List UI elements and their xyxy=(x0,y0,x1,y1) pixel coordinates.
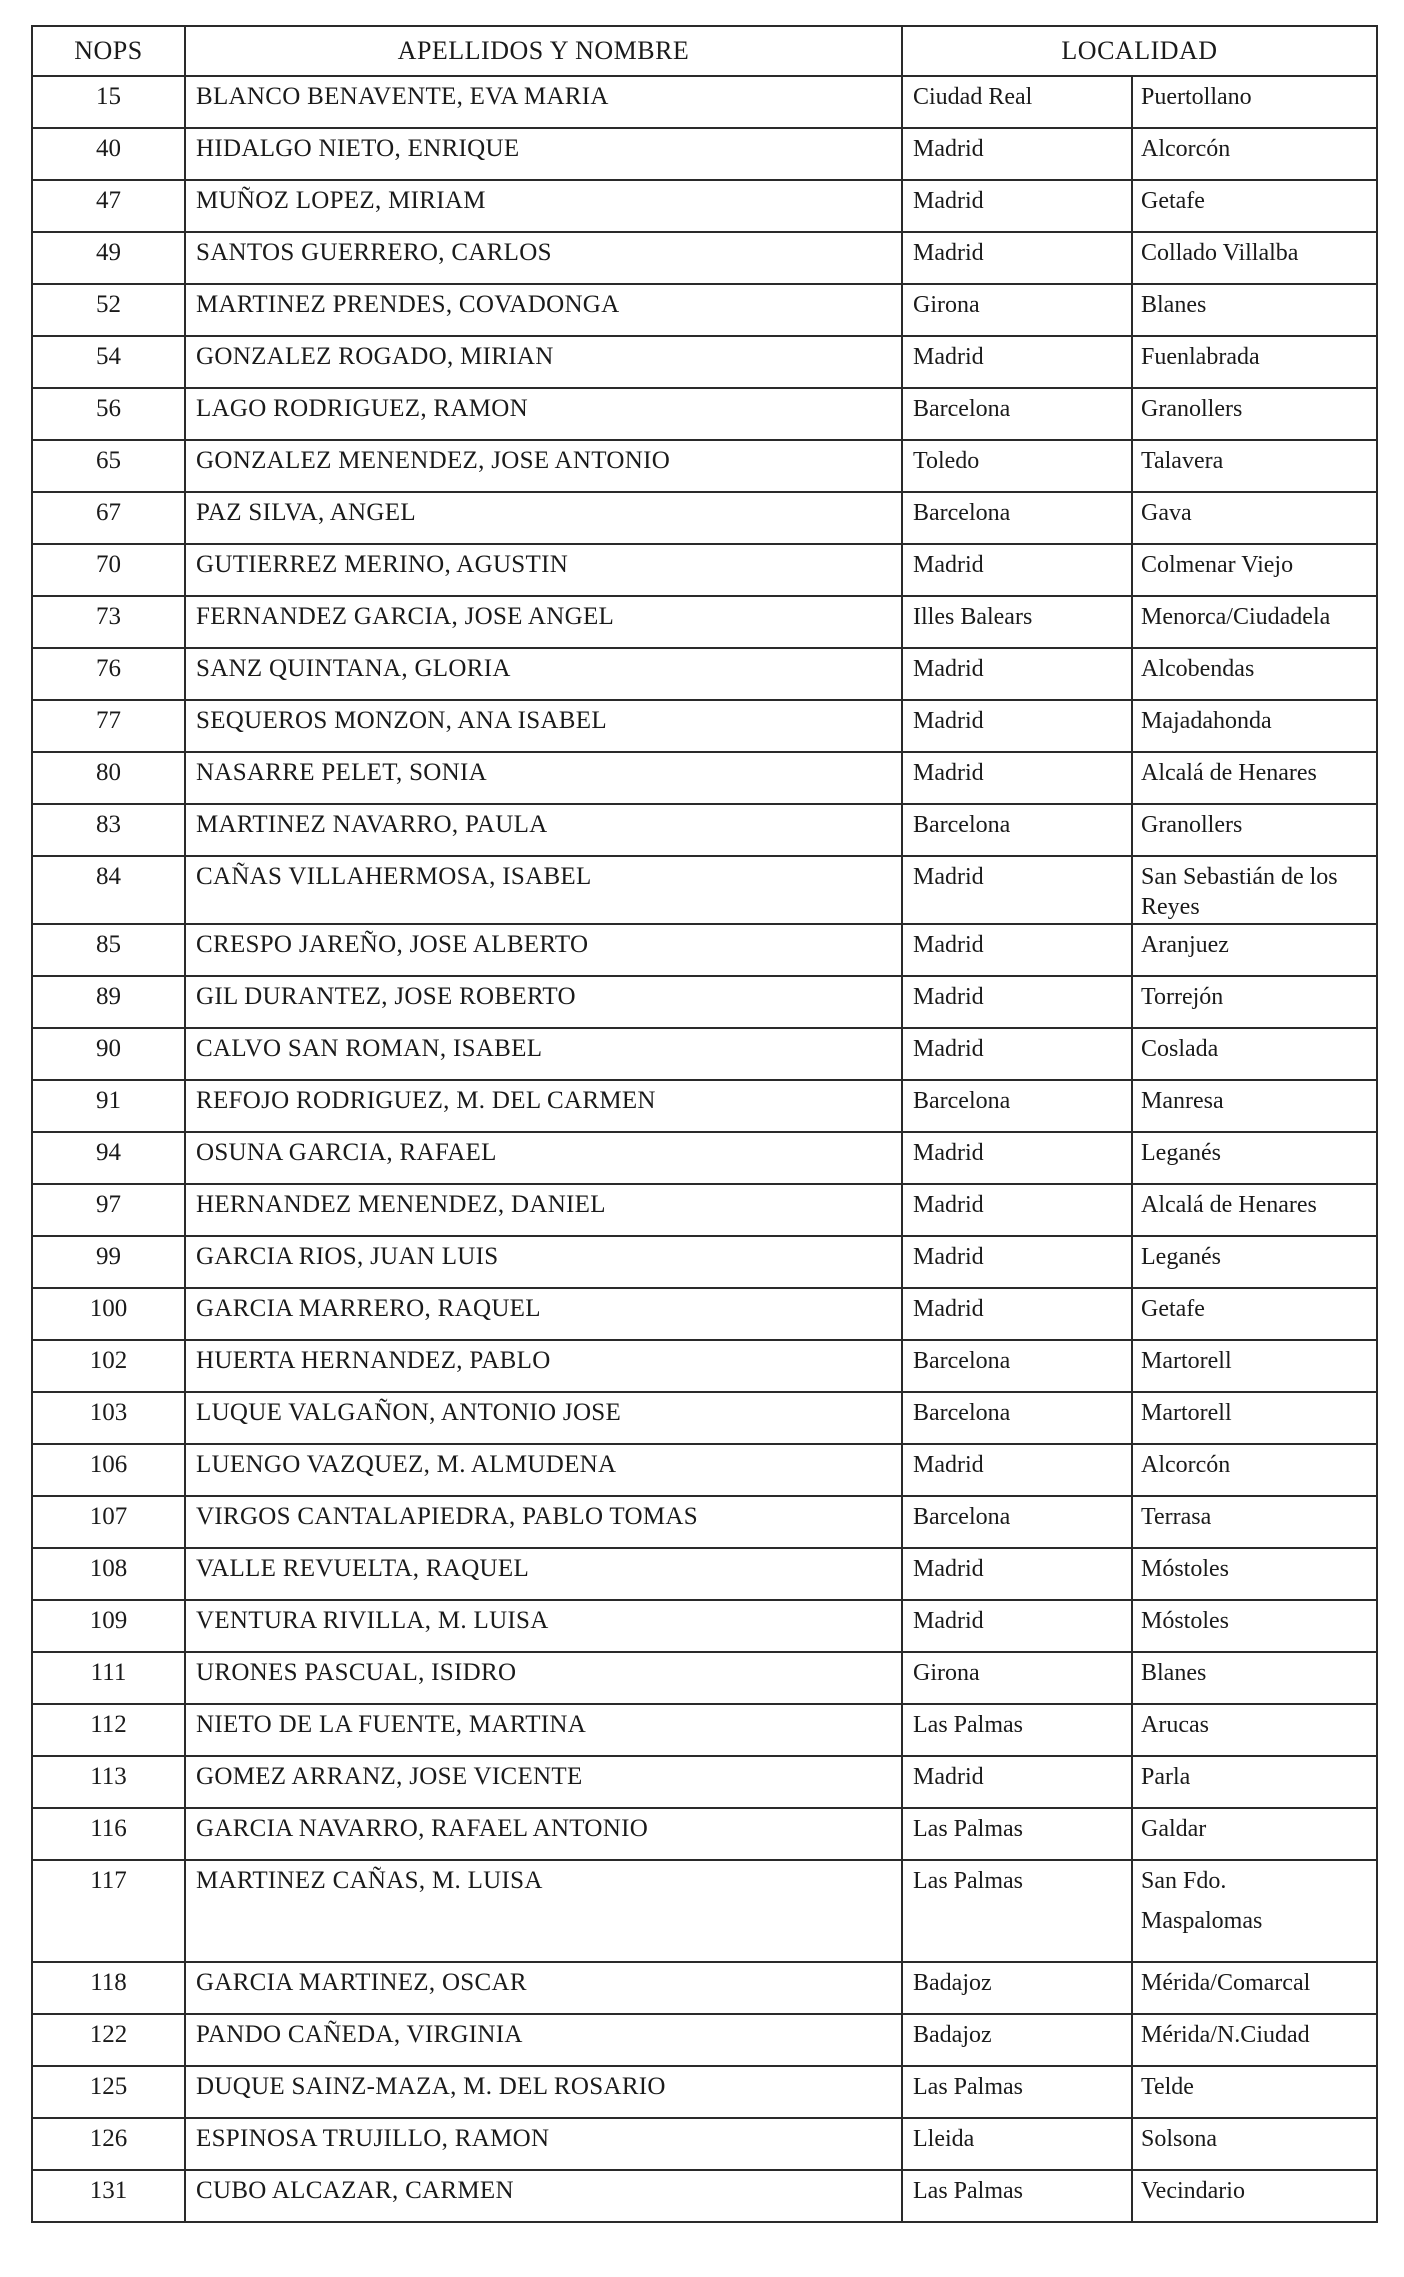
province-cell: Girona xyxy=(902,284,1132,336)
city-line: Solsona xyxy=(1141,2126,1218,2152)
name-cell: OSUNA GARCIA, RAFAEL xyxy=(185,1132,902,1184)
province-cell: Madrid xyxy=(902,544,1132,596)
table-row xyxy=(32,1444,1377,1496)
city-cell xyxy=(1132,1860,1377,1962)
table-row xyxy=(32,284,1377,336)
city-cell xyxy=(1132,388,1377,440)
name-cell: GOMEZ ARRANZ, JOSE VICENTE xyxy=(185,1756,902,1808)
province-cell: Madrid xyxy=(902,1288,1132,1340)
table-row xyxy=(32,648,1377,700)
city-line: Alcalá de Henares xyxy=(1141,760,1317,786)
name-cell: HERNANDEZ MENENDEZ, DANIEL xyxy=(185,1184,902,1236)
province-cell: Girona xyxy=(902,1652,1132,1704)
nops-cell: 103 xyxy=(32,1392,185,1444)
province-cell: Las Palmas xyxy=(902,1808,1132,1860)
city-cell xyxy=(1132,180,1377,232)
nops-cell: 76 xyxy=(32,648,185,700)
name-cell: SANZ QUINTANA, GLORIA xyxy=(185,648,902,700)
table-row xyxy=(32,1184,1377,1236)
name-cell: NASARRE PELET, SONIA xyxy=(185,752,902,804)
city-cell xyxy=(1132,1496,1377,1548)
name-cell: PANDO CAÑEDA, VIRGINIA xyxy=(185,2014,902,2066)
name-cell: HIDALGO NIETO, ENRIQUE xyxy=(185,128,902,180)
city-line: Mérida/Comarcal xyxy=(1141,1970,1311,1996)
name-cell: SEQUEROS MONZON, ANA ISABEL xyxy=(185,700,902,752)
city-cell xyxy=(1132,1808,1377,1860)
nops-cell: 91 xyxy=(32,1080,185,1132)
city-line: Vecindario xyxy=(1141,2178,1245,2204)
nops-cell: 118 xyxy=(32,1962,185,2014)
table-row xyxy=(32,700,1377,752)
city-cell xyxy=(1132,1652,1377,1704)
province-cell: Madrid xyxy=(902,128,1132,180)
city-cell xyxy=(1132,648,1377,700)
city-line: Majadahonda xyxy=(1141,708,1272,734)
table-row xyxy=(32,856,1377,924)
province-cell: Illes Balears xyxy=(902,596,1132,648)
city-cell xyxy=(1132,1028,1377,1080)
table-row xyxy=(32,1600,1377,1652)
city-line: Puertollano xyxy=(1141,84,1252,110)
city-line-continued: Maspalomas xyxy=(1141,1908,1263,1934)
city-line: Talavera xyxy=(1141,448,1224,474)
province-cell: Ciudad Real xyxy=(902,76,1132,128)
city-line: Aranjuez xyxy=(1141,932,1229,958)
city-cell xyxy=(1132,976,1377,1028)
city-cell xyxy=(1132,804,1377,856)
nops-cell: 77 xyxy=(32,700,185,752)
table-body xyxy=(32,76,1377,2222)
nops-cell: 67 xyxy=(32,492,185,544)
nops-cell: 70 xyxy=(32,544,185,596)
table-row xyxy=(32,128,1377,180)
city-line: Colmenar Viejo xyxy=(1141,552,1294,578)
city-line: Alcobendas xyxy=(1141,656,1255,682)
province-cell: Madrid xyxy=(902,1236,1132,1288)
province-cell: Madrid xyxy=(902,752,1132,804)
nops-cell: 84 xyxy=(32,856,185,924)
province-cell: Barcelona xyxy=(902,1080,1132,1132)
city-cell xyxy=(1132,1600,1377,1652)
province-cell: Madrid xyxy=(902,1132,1132,1184)
city-cell xyxy=(1132,1548,1377,1600)
name-cell: VALLE REVUELTA, RAQUEL xyxy=(185,1548,902,1600)
province-cell: Toledo xyxy=(902,440,1132,492)
table-row xyxy=(32,1132,1377,1184)
city-line: Menorca/Ciudadela xyxy=(1141,604,1331,630)
name-cell: FERNANDEZ GARCIA, JOSE ANGEL xyxy=(185,596,902,648)
province-cell: Madrid xyxy=(902,1444,1132,1496)
city-line-continued: Reyes xyxy=(1141,894,1200,920)
city-cell xyxy=(1132,1288,1377,1340)
city-cell xyxy=(1132,1132,1377,1184)
city-line: Galdar xyxy=(1141,1816,1207,1842)
name-cell: SANTOS GUERRERO, CARLOS xyxy=(185,232,902,284)
city-line: San Fdo. xyxy=(1141,1868,1227,1894)
nops-cell: 131 xyxy=(32,2170,185,2222)
province-cell: Barcelona xyxy=(902,1496,1132,1548)
nops-cell: 108 xyxy=(32,1548,185,1600)
nops-cell: 49 xyxy=(32,232,185,284)
nops-cell: 83 xyxy=(32,804,185,856)
city-line: Parla xyxy=(1141,1764,1191,1790)
province-cell: Badajoz xyxy=(902,2014,1132,2066)
nops-cell: 15 xyxy=(32,76,185,128)
name-cell: CAÑAS VILLAHERMOSA, ISABEL xyxy=(185,856,902,924)
city-cell xyxy=(1132,128,1377,180)
table-row xyxy=(32,1548,1377,1600)
city-cell xyxy=(1132,1756,1377,1808)
name-cell: BLANCO BENAVENTE, EVA MARIA xyxy=(185,76,902,128)
nops-cell: 111 xyxy=(32,1652,185,1704)
city-cell xyxy=(1132,440,1377,492)
city-line: Leganés xyxy=(1141,1140,1221,1166)
nops-cell: 112 xyxy=(32,1704,185,1756)
table-row xyxy=(32,1340,1377,1392)
nops-cell: 126 xyxy=(32,2118,185,2170)
name-cell: NIETO DE LA FUENTE, MARTINA xyxy=(185,1704,902,1756)
province-cell: Madrid xyxy=(902,976,1132,1028)
name-cell: MUÑOZ LOPEZ, MIRIAM xyxy=(185,180,902,232)
nops-cell: 100 xyxy=(32,1288,185,1340)
table-row xyxy=(32,2014,1377,2066)
city-line: Manresa xyxy=(1141,1088,1224,1114)
nops-cell: 52 xyxy=(32,284,185,336)
header-nops: NOPS xyxy=(32,26,185,76)
table-row xyxy=(32,1288,1377,1340)
city-line: Getafe xyxy=(1141,188,1205,214)
name-cell: VENTURA RIVILLA, M. LUISA xyxy=(185,1600,902,1652)
nops-cell: 89 xyxy=(32,976,185,1028)
province-cell: Barcelona xyxy=(902,388,1132,440)
province-cell: Las Palmas xyxy=(902,1860,1132,1962)
city-line: Alcorcón xyxy=(1141,1452,1231,1478)
nops-cell: 125 xyxy=(32,2066,185,2118)
table-row xyxy=(32,2118,1377,2170)
city-cell xyxy=(1132,2066,1377,2118)
province-cell: Madrid xyxy=(902,180,1132,232)
name-cell: MARTINEZ CAÑAS, M. LUISA xyxy=(185,1860,902,1962)
city-line: San Sebastián de los xyxy=(1141,864,1338,890)
city-line: Martorell xyxy=(1141,1400,1232,1426)
nops-cell: 80 xyxy=(32,752,185,804)
table-row xyxy=(32,1236,1377,1288)
city-line: Mérida/N.Ciudad xyxy=(1141,2022,1310,2048)
name-cell: ESPINOSA TRUJILLO, RAMON xyxy=(185,2118,902,2170)
province-cell: Madrid xyxy=(902,1756,1132,1808)
nops-cell: 90 xyxy=(32,1028,185,1080)
city-cell xyxy=(1132,752,1377,804)
city-cell xyxy=(1132,1444,1377,1496)
nops-cell: 106 xyxy=(32,1444,185,1496)
table-row xyxy=(32,804,1377,856)
city-line: Collado Villalba xyxy=(1141,240,1299,266)
province-cell: Las Palmas xyxy=(902,2170,1132,2222)
table-row xyxy=(32,1080,1377,1132)
document-sheet xyxy=(31,25,1376,2223)
province-cell: Barcelona xyxy=(902,1392,1132,1444)
city-line: Alcorcón xyxy=(1141,136,1231,162)
header-name: APELLIDOS Y NOMBRE xyxy=(185,26,902,76)
nops-cell: 85 xyxy=(32,924,185,976)
name-cell: CRESPO JAREÑO, JOSE ALBERTO xyxy=(185,924,902,976)
province-cell: Lleida xyxy=(902,2118,1132,2170)
table-row xyxy=(32,1962,1377,2014)
table-row xyxy=(32,596,1377,648)
name-cell: GARCIA NAVARRO, RAFAEL ANTONIO xyxy=(185,1808,902,1860)
nops-cell: 122 xyxy=(32,2014,185,2066)
table-row xyxy=(32,180,1377,232)
table-row xyxy=(32,924,1377,976)
table-row xyxy=(32,1808,1377,1860)
city-line: Coslada xyxy=(1141,1036,1219,1062)
province-cell: Madrid xyxy=(902,1028,1132,1080)
name-cell: GARCIA RIOS, JUAN LUIS xyxy=(185,1236,902,1288)
name-cell: REFOJO RODRIGUEZ, M. DEL CARMEN xyxy=(185,1080,902,1132)
city-line: Getafe xyxy=(1141,1296,1205,1322)
city-cell xyxy=(1132,1184,1377,1236)
city-line: Leganés xyxy=(1141,1244,1221,1270)
table-row xyxy=(32,1704,1377,1756)
name-cell: URONES PASCUAL, ISIDRO xyxy=(185,1652,902,1704)
city-cell xyxy=(1132,2118,1377,2170)
name-cell: GONZALEZ ROGADO, MIRIAN xyxy=(185,336,902,388)
table-row xyxy=(32,752,1377,804)
city-cell xyxy=(1132,2014,1377,2066)
nops-cell: 116 xyxy=(32,1808,185,1860)
city-cell xyxy=(1132,1340,1377,1392)
province-cell: Madrid xyxy=(902,924,1132,976)
city-cell xyxy=(1132,1962,1377,2014)
name-cell: LUENGO VAZQUEZ, M. ALMUDENA xyxy=(185,1444,902,1496)
name-cell: GONZALEZ MENENDEZ, JOSE ANTONIO xyxy=(185,440,902,492)
province-cell: Madrid xyxy=(902,336,1132,388)
table-header-row xyxy=(32,26,1377,76)
province-cell: Barcelona xyxy=(902,1340,1132,1392)
name-cell: HUERTA HERNANDEZ, PABLO xyxy=(185,1340,902,1392)
name-cell: PAZ SILVA, ANGEL xyxy=(185,492,902,544)
name-cell: CALVO SAN ROMAN, ISABEL xyxy=(185,1028,902,1080)
city-line: Granollers xyxy=(1141,396,1243,422)
nops-cell: 107 xyxy=(32,1496,185,1548)
nops-cell: 97 xyxy=(32,1184,185,1236)
city-line: Blanes xyxy=(1141,292,1207,318)
city-cell xyxy=(1132,492,1377,544)
city-cell xyxy=(1132,596,1377,648)
province-cell: Madrid xyxy=(902,1548,1132,1600)
city-line: Fuenlabrada xyxy=(1141,344,1260,370)
table-row xyxy=(32,76,1377,128)
name-cell: DUQUE SAINZ-MAZA, M. DEL ROSARIO xyxy=(185,2066,902,2118)
nops-cell: 117 xyxy=(32,1860,185,1962)
name-cell: GARCIA MARRERO, RAQUEL xyxy=(185,1288,902,1340)
city-cell xyxy=(1132,1236,1377,1288)
province-cell: Las Palmas xyxy=(902,2066,1132,2118)
province-cell: Las Palmas xyxy=(902,1704,1132,1756)
name-cell: GARCIA MARTINEZ, OSCAR xyxy=(185,1962,902,2014)
province-cell: Madrid xyxy=(902,700,1132,752)
city-cell xyxy=(1132,544,1377,596)
province-cell: Madrid xyxy=(902,1184,1132,1236)
city-cell xyxy=(1132,924,1377,976)
province-cell: Madrid xyxy=(902,232,1132,284)
province-cell: Madrid xyxy=(902,856,1132,924)
table-row xyxy=(32,232,1377,284)
table-row xyxy=(32,1756,1377,1808)
nops-cell: 40 xyxy=(32,128,185,180)
name-cell: GIL DURANTEZ, JOSE ROBERTO xyxy=(185,976,902,1028)
table-row xyxy=(32,388,1377,440)
city-cell xyxy=(1132,1392,1377,1444)
nops-cell: 47 xyxy=(32,180,185,232)
name-cell: VIRGOS CANTALAPIEDRA, PABLO TOMAS xyxy=(185,1496,902,1548)
table-row xyxy=(32,544,1377,596)
city-line: Terrasa xyxy=(1141,1504,1212,1530)
table-row xyxy=(32,1652,1377,1704)
header-locality: LOCALIDAD xyxy=(902,26,1377,76)
city-line: Martorell xyxy=(1141,1348,1232,1374)
province-cell: Barcelona xyxy=(902,492,1132,544)
name-cell: LAGO RODRIGUEZ, RAMON xyxy=(185,388,902,440)
nops-cell: 102 xyxy=(32,1340,185,1392)
nops-cell: 113 xyxy=(32,1756,185,1808)
table-row xyxy=(32,1496,1377,1548)
city-cell xyxy=(1132,1704,1377,1756)
name-cell: GUTIERREZ MERINO, AGUSTIN xyxy=(185,544,902,596)
city-line: Torrejón xyxy=(1141,984,1224,1010)
nops-cell: 99 xyxy=(32,1236,185,1288)
city-line: Móstoles xyxy=(1141,1556,1230,1582)
name-cell: MARTINEZ NAVARRO, PAULA xyxy=(185,804,902,856)
nops-cell: 73 xyxy=(32,596,185,648)
province-cell: Madrid xyxy=(902,1600,1132,1652)
table-row xyxy=(32,2170,1377,2222)
province-cell: Barcelona xyxy=(902,804,1132,856)
table-row xyxy=(32,1860,1377,1962)
table-row xyxy=(32,440,1377,492)
table-row xyxy=(32,2066,1377,2118)
city-cell xyxy=(1132,76,1377,128)
table-row xyxy=(32,336,1377,388)
table-row xyxy=(32,1392,1377,1444)
city-line: Móstoles xyxy=(1141,1608,1230,1634)
city-line: Telde xyxy=(1141,2074,1194,2100)
city-line: Gava xyxy=(1141,500,1192,526)
city-cell xyxy=(1132,232,1377,284)
city-cell xyxy=(1132,700,1377,752)
city-cell xyxy=(1132,2170,1377,2222)
province-cell: Madrid xyxy=(902,648,1132,700)
name-cell: MARTINEZ PRENDES, COVADONGA xyxy=(185,284,902,336)
nops-cell: 109 xyxy=(32,1600,185,1652)
name-cell: CUBO ALCAZAR, CARMEN xyxy=(185,2170,902,2222)
city-line: Granollers xyxy=(1141,812,1243,838)
city-cell xyxy=(1132,856,1377,924)
table-row xyxy=(32,492,1377,544)
table-row xyxy=(32,1028,1377,1080)
nops-cell: 54 xyxy=(32,336,185,388)
city-line: Alcalá de Henares xyxy=(1141,1192,1317,1218)
city-line: Arucas xyxy=(1141,1712,1209,1738)
province-cell: Badajoz xyxy=(902,1962,1132,2014)
nops-cell: 94 xyxy=(32,1132,185,1184)
participants-table xyxy=(31,25,1378,2223)
city-cell xyxy=(1132,284,1377,336)
nops-cell: 65 xyxy=(32,440,185,492)
city-line: Blanes xyxy=(1141,1660,1207,1686)
table-row xyxy=(32,976,1377,1028)
nops-cell: 56 xyxy=(32,388,185,440)
city-cell xyxy=(1132,1080,1377,1132)
city-cell xyxy=(1132,336,1377,388)
name-cell: LUQUE VALGAÑON, ANTONIO JOSE xyxy=(185,1392,902,1444)
